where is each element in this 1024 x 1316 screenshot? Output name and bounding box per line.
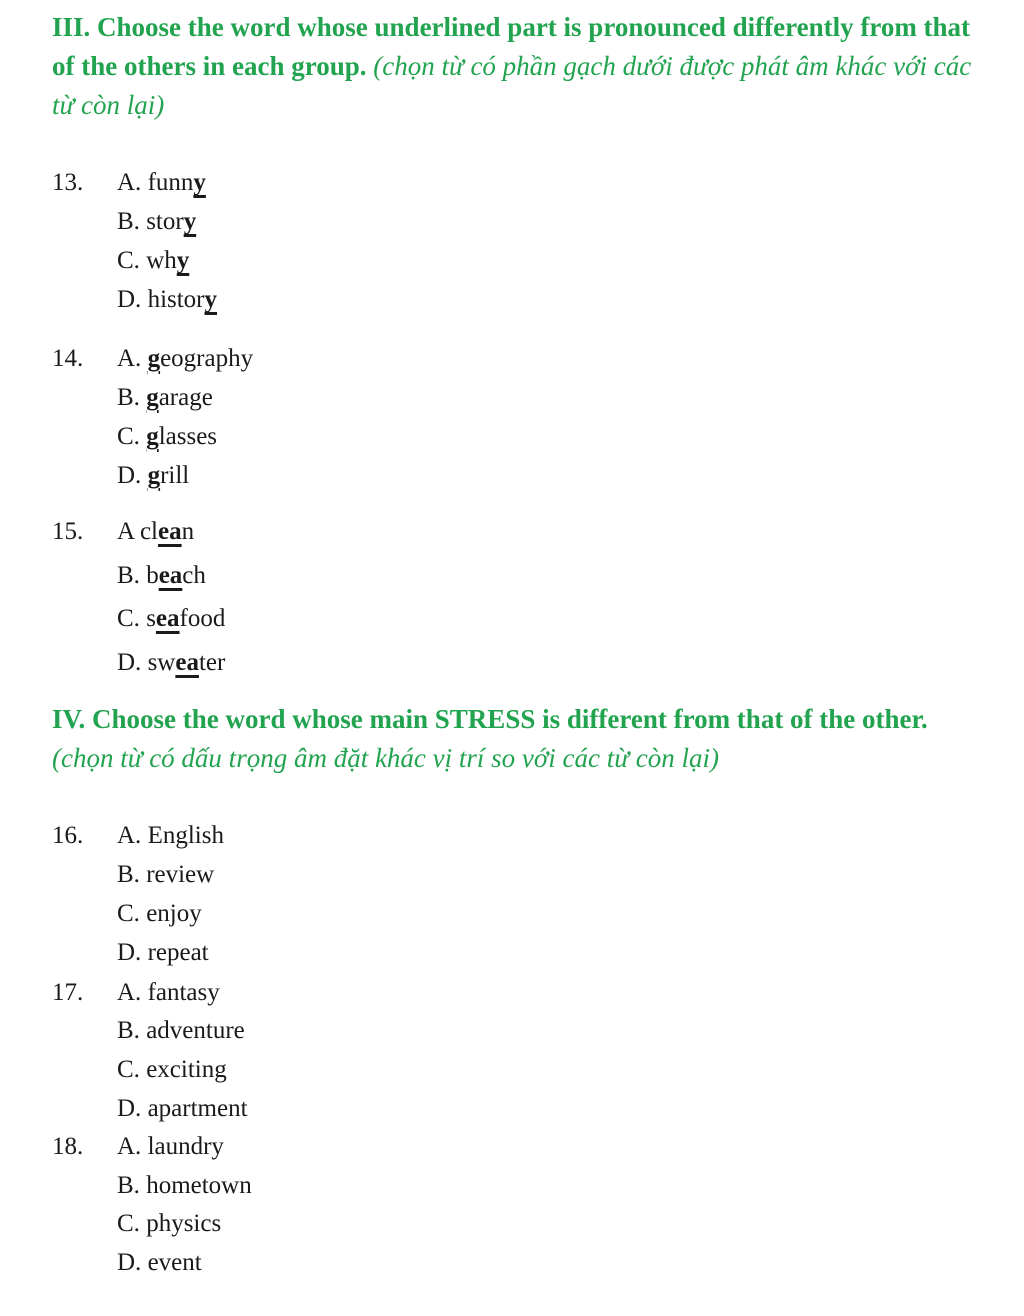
answer-option[interactable]: B. hometown (117, 1172, 252, 1199)
answer-option[interactable]: D. apartment (117, 1095, 248, 1122)
answer-option[interactable]: C. glasses (117, 423, 218, 450)
question-number: 15. (52, 518, 84, 545)
answer-option[interactable]: A. fantasy (117, 979, 220, 1006)
section-4-instruction: IV. Choose the word whose main STRESS is different from that of the other. (52, 704, 928, 734)
answer-option[interactable]: C. exciting (117, 1056, 227, 1083)
answer-option[interactable]: A. laundry (117, 1133, 224, 1160)
answer-option[interactable]: D. history (117, 286, 218, 313)
section-3-instruction: III. Choose the word whose underlined part is pronounced differently from that of the others in each group. (52, 12, 971, 81)
section-3-translation: (chọn từ có phần gạch dưới được phát âm khác với các từ còn lại) (52, 51, 972, 120)
answer-option[interactable]: A clean (117, 518, 195, 545)
answer-option[interactable]: B. garage (117, 384, 213, 411)
section-3-heading (52, 8, 992, 125)
answer-option[interactable]: A. geography (117, 345, 254, 372)
answer-option[interactable]: D. sweater (117, 649, 226, 676)
section-4-translation: (chọn từ có dấu trọng âm đặt khác vị trí so với các từ còn lại) (52, 743, 719, 773)
question-number: 13. (52, 169, 84, 196)
answer-option[interactable]: B. beach (117, 562, 206, 589)
answer-option[interactable]: C. enjoy (117, 900, 202, 927)
answer-option[interactable]: C. why (117, 247, 190, 274)
answer-option[interactable]: B. review (117, 861, 215, 888)
question-number: 17. (52, 979, 84, 1006)
answer-option[interactable]: A. English (117, 822, 224, 849)
answer-option[interactable]: B. story (117, 208, 197, 235)
question-number: 14. (52, 345, 84, 372)
section-4-heading (52, 700, 992, 778)
question-number: 16. (52, 822, 84, 849)
answer-option[interactable]: B. adventure (117, 1017, 245, 1044)
answer-option[interactable]: D. repeat (117, 939, 209, 966)
answer-option[interactable]: D. event (117, 1249, 202, 1276)
answer-option[interactable]: C. seafood (117, 605, 226, 632)
answer-option[interactable]: C. physics (117, 1210, 222, 1237)
answer-option[interactable]: A. funny (117, 169, 206, 196)
question-number: 18. (52, 1133, 84, 1160)
answer-option[interactable]: D. grill (117, 462, 190, 489)
